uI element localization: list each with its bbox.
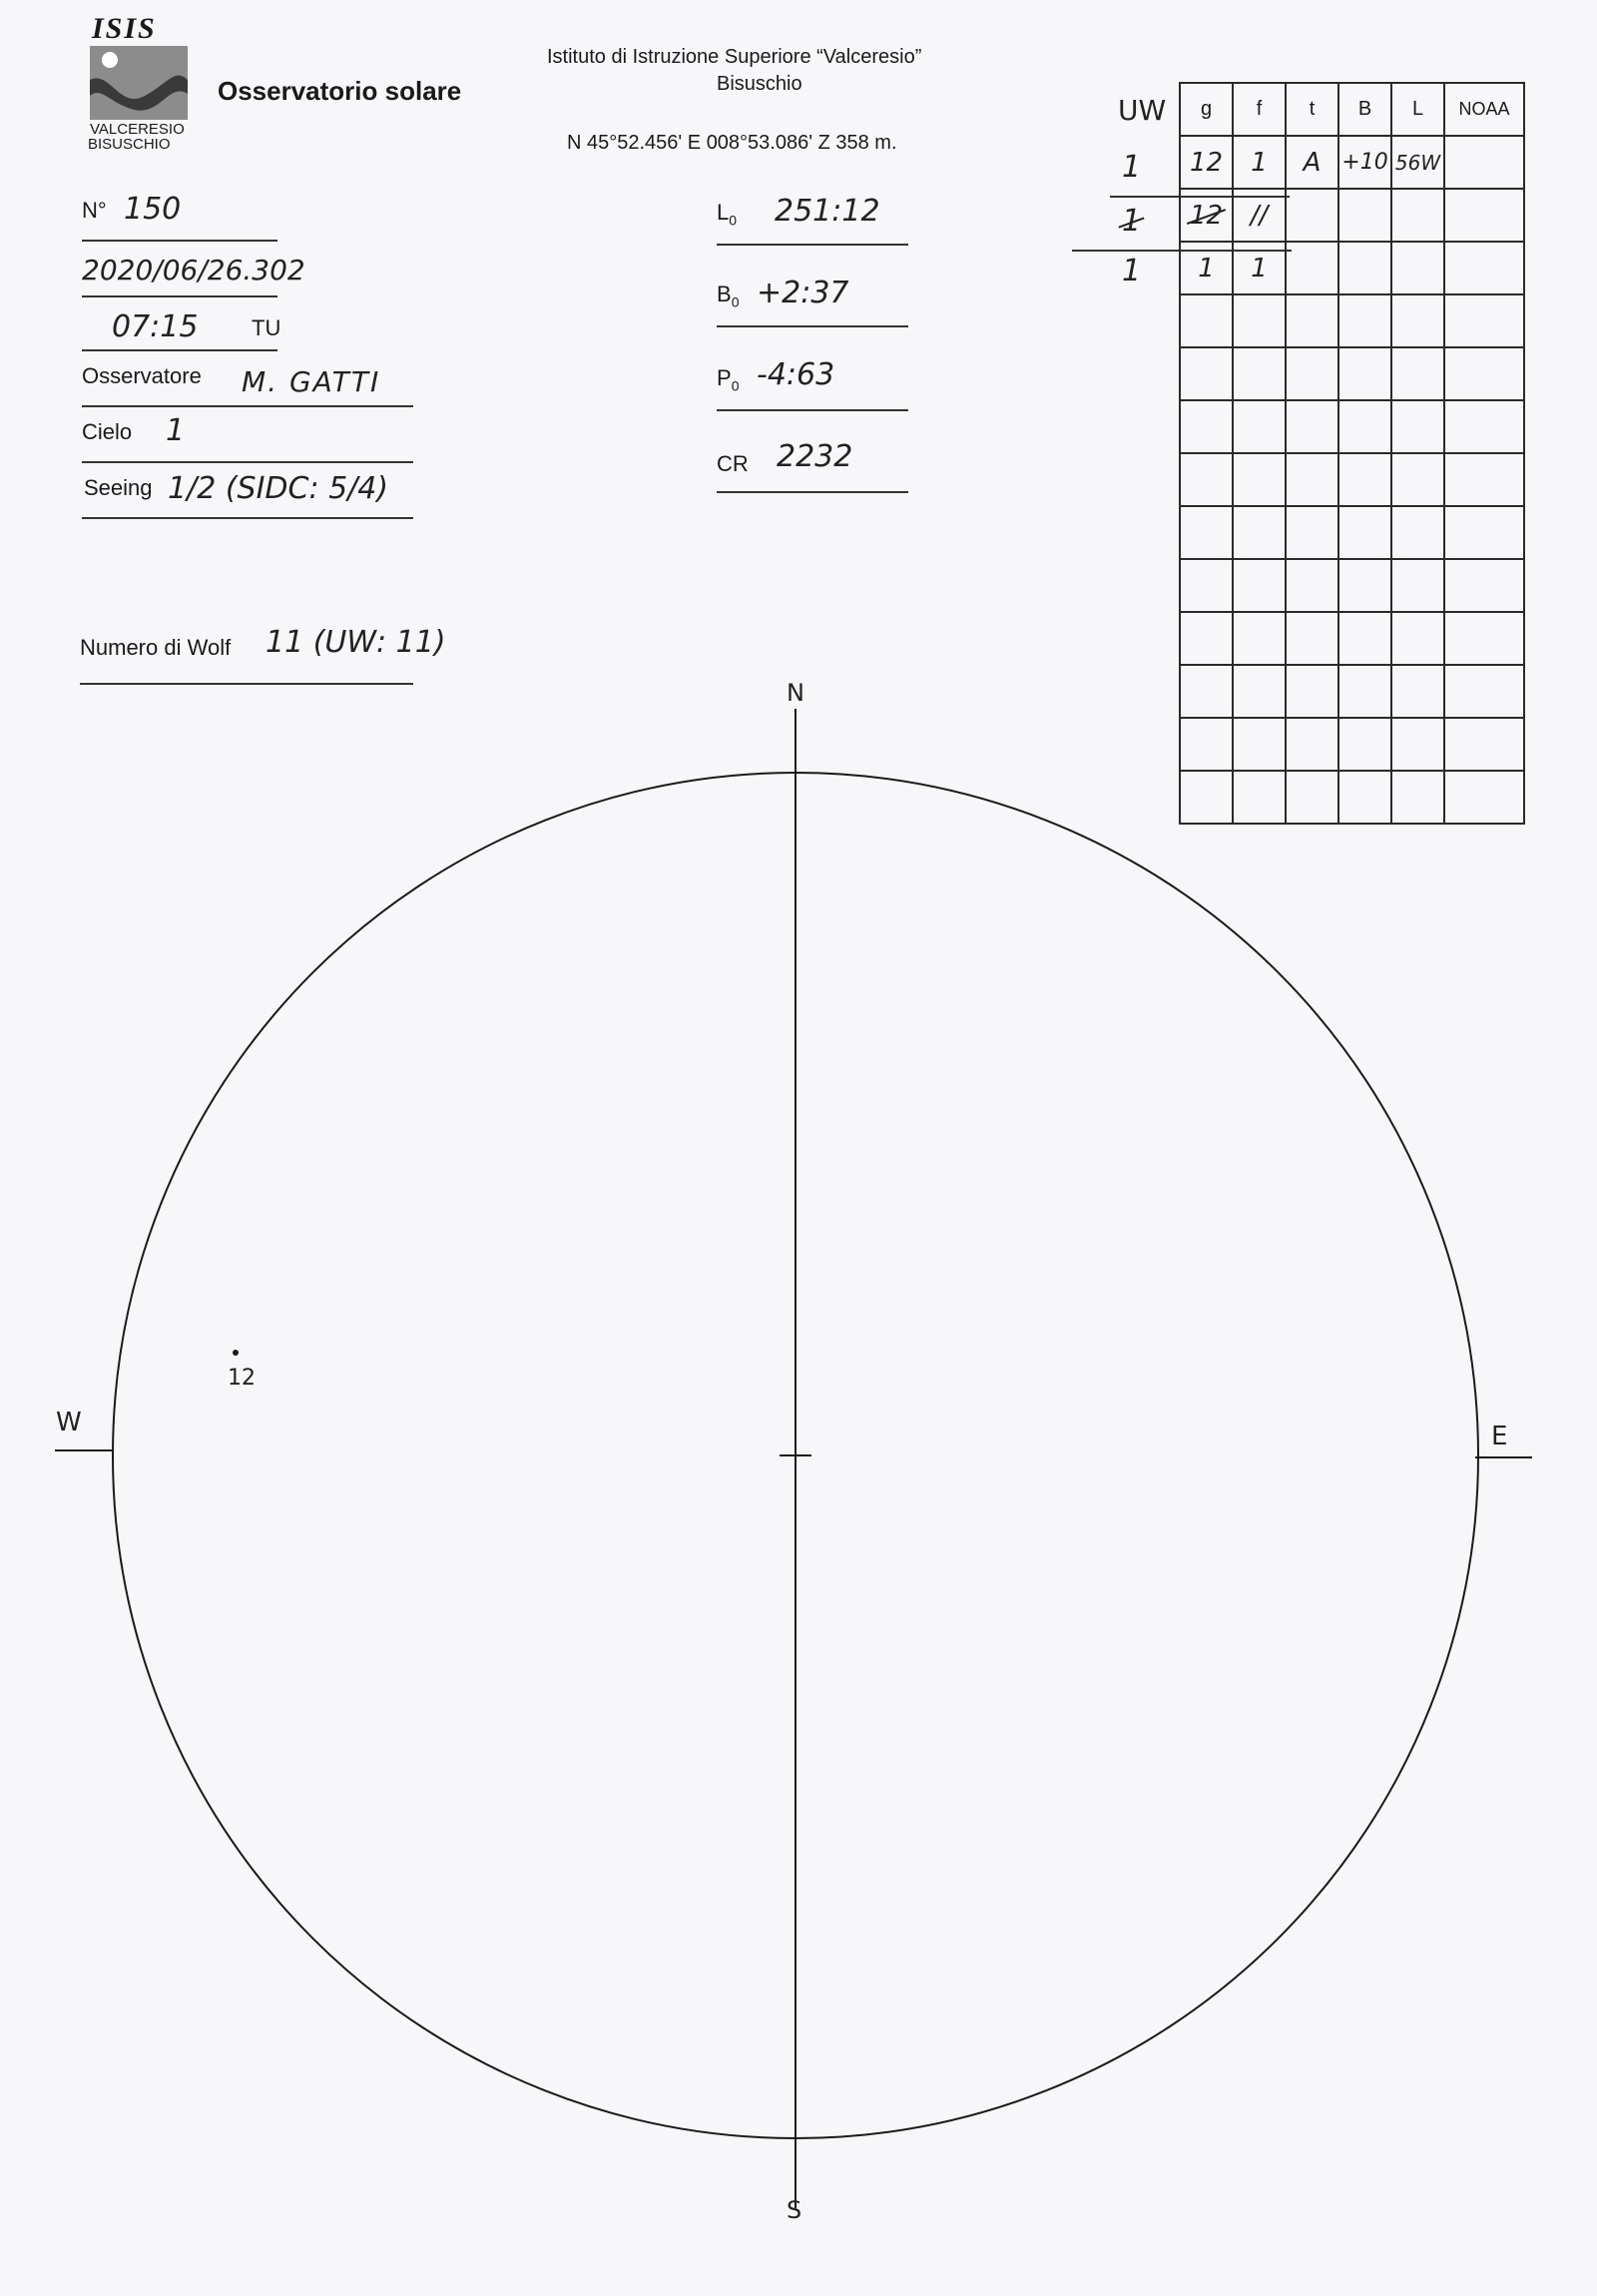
cell-t: A [1303,147,1322,178]
cell-g-struck: 12 [1189,200,1224,231]
col-header-g: g [1200,98,1213,120]
cell-g: 12 [1189,147,1224,178]
col-header-f: f [1256,98,1263,120]
west-label: W [56,1408,82,1437]
p0-label: $P_0$ [717,365,740,394]
wolf-value: 11 (UW: 11) [266,625,446,660]
time-suffix: TU [252,315,281,340]
logo-wordmark: ISIS [92,12,157,45]
observatory-coordinates: N 45°52.456' E 008°53.086' Z 358 m. [567,132,897,154]
date-value: 2020/06/26.302 [82,254,305,287]
south-label: S [787,2196,802,2224]
sunspot-group-label: 12 [228,1366,256,1391]
institute-city: Bisuschio [717,73,802,95]
uw-row3: 1 [1122,254,1142,288]
logo-subtitle-line1: VALCERESIO [90,121,185,138]
col-header-t: t [1309,98,1316,120]
sunspot-mark [233,1350,239,1356]
number-value: 150 [124,192,182,227]
east-label: E [1491,1422,1508,1451]
seeing-label: Seeing [84,475,153,500]
uw-row2-struck: 1 [1122,204,1142,239]
cr-value: 2232 [777,439,853,474]
l0-label: $L_0$ [717,200,738,229]
l0-value: 251:12 [775,194,880,229]
observer-label: Osservatore [82,363,202,388]
north-label: N [787,679,804,707]
institute-name: Istituto di Istruzione Superiore “Valceresio” [547,46,922,68]
cell-b: +10 [1341,150,1388,175]
p0-value: -4:63 [757,357,835,392]
sky-label: Cielo [82,419,133,444]
cell-l: 56W [1394,150,1441,175]
cell-f: 1 [1251,253,1268,284]
cell-f: 1 [1251,147,1268,178]
wolf-label: Numero di Wolf [80,635,232,660]
page-title: Osservatorio solare [218,76,462,106]
col-header-b: B [1357,98,1372,120]
uw-row1: 1 [1122,150,1142,185]
time-value: 07:15 [112,309,199,344]
b0-value: +2:37 [757,276,849,310]
number-label: N° [82,198,107,223]
col-header-noaa: NOAA [1458,99,1510,119]
b0-label: $B_0$ [717,282,740,310]
cell-g: 1 [1198,253,1215,284]
sky-value: 1 [166,413,186,448]
col-header-l: L [1411,98,1424,120]
cr-label: CR [717,451,749,476]
seeing-value: 1/2 (SIDC: 5/4) [168,471,389,506]
logo-subtitle-line2: BISUSCHIO [88,136,171,153]
observer-value: M. GATTI [242,365,381,398]
cell-f-struck: // [1250,200,1269,231]
uw-header: UW [1118,94,1167,127]
